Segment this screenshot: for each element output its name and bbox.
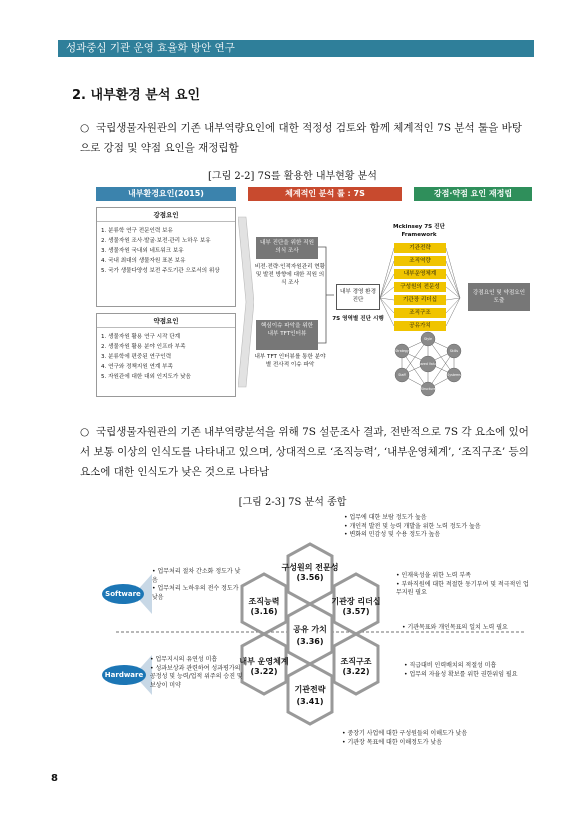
notes-software-left	[152, 568, 242, 602]
network-label: Skills	[449, 349, 459, 353]
center-sub: 7S 영역별 진단 시행	[332, 316, 384, 322]
bracket-icon	[318, 243, 334, 353]
hex-score: (3.57)	[342, 607, 370, 616]
note-item: • 중장기 사업에 대한 구성원들의 이해도가 낮음	[342, 730, 468, 737]
hex-score: (3.16)	[250, 607, 278, 616]
note-item: • 업무에 대한 보람 정도가 높음	[344, 514, 427, 521]
mckinsey-item: 기관전략	[394, 243, 446, 253]
notes-bottom	[342, 730, 530, 747]
circle-bullet-icon: ○	[80, 426, 90, 438]
network-label: Shared Values	[416, 362, 440, 366]
hex-strategy	[288, 664, 332, 724]
hex-score: (3.36)	[296, 637, 324, 646]
diag2-sub: 내부 TFT 인터뷰를 통한 분야별 전사적 이슈 파악	[254, 354, 326, 368]
figure-1	[96, 187, 532, 399]
hex-name: 내부 운영체계	[239, 657, 289, 666]
network-label: Strategy	[395, 349, 409, 353]
running-header: 성과중심 기관 운영 효율화 방안 연구	[58, 40, 534, 57]
note-item: • 부하직원에 대한 적절한 동기부여 및 적극적인 업무지원 필요	[396, 580, 529, 596]
hex-name: 기관전략	[294, 685, 326, 694]
notes-top	[344, 514, 524, 540]
software-label: Software	[102, 584, 144, 604]
note-item: • 업무지시의 유연성 미흡	[150, 656, 218, 663]
mckinsey-item: 조직구조	[394, 308, 446, 318]
figure-2-drawing	[96, 512, 532, 760]
weakness-box	[96, 313, 236, 397]
figure-2-caption: [그림 2-3] 7S 분석 종합	[238, 497, 347, 508]
strength-item: 4. 국내 최대의 생물자원 표본 보유	[101, 258, 186, 264]
note-item: • 기관장 목표에 대한 이해정도가 낮음	[342, 738, 443, 746]
note-item: • 성과보상과 관련하여 성과평가의 공정성 및 능력/업적 위주의 승진 및 보상이 미약	[150, 664, 243, 689]
result-box: 강점요인 및 약점요인 도출	[468, 283, 530, 311]
notes-leadership-right	[396, 572, 530, 598]
hex-score: (3.22)	[342, 667, 370, 676]
strength-item: 5. 국가 생물다양성 보전 주도기관 으로서의 위상	[101, 268, 220, 274]
hex-name: 공유 가치	[293, 625, 327, 634]
strength-box	[96, 207, 236, 307]
mckinsey-item: 구성원의 전문성	[394, 282, 446, 292]
hex-name: 기관장 리더십	[331, 597, 381, 606]
figure-1-header-tool: 체계적인 분석 툴 : 7S	[248, 187, 402, 201]
note-item: • 업무의 자율성 확보를 위한 권한위임 필요	[404, 670, 518, 678]
mckinsey-item: 조직역량	[394, 256, 446, 266]
weakness-item: 5. 자원관에 대한 대외 인지도가 낮음	[101, 374, 191, 380]
strength-item: 1. 분류학 연구 전문인력 보유	[101, 228, 173, 234]
note-item: • 개인적 발전 및 능력 개발을 위한 노력 정도가 높음	[344, 522, 481, 530]
notes-hardware-left	[150, 656, 244, 690]
hex-name: 구성원의 전문성	[281, 563, 339, 572]
hex-score: (3.22)	[250, 667, 278, 676]
weakness-item: 1. 생물자원 활용 연구 시작 단계	[101, 334, 181, 340]
paragraph-2-text: 국립생물자원관의 기존 내부역량분석을 위해 7S 설문조사 결과, 전반적으로 7S 각 요소에 있어서 보통 이상의 인식도를 나타내고 있으며, 상대적으로 ‘조직능력’, ‘내부운영체계’, ‘조직구조’ 등의 요소에 대한 인식도가 낮은 것으로 나타남	[80, 426, 529, 478]
figure-1-header-internal: 내부환경요인(2015)	[96, 187, 236, 201]
figure-2	[96, 512, 532, 760]
big-arrow-icon	[238, 207, 254, 397]
weakness-item: 3. 분류학에 편중된 연구인력	[101, 354, 172, 360]
hex-score: (3.56)	[296, 573, 324, 582]
hex-score: (3.41)	[296, 697, 324, 706]
hardware-label: Hardware	[102, 665, 146, 685]
notes-structure-right	[404, 662, 532, 679]
strength-item: 3. 생물자원 국내외 네트워크 보유	[101, 248, 184, 254]
network-label: Style	[423, 337, 433, 341]
strength-item: 2. 생물자원 조사·발굴·보전·관리 노하우 보유	[101, 238, 211, 244]
note-shared-values: • 기관목표와 개인목표의 일치 노력 필요	[402, 624, 508, 631]
network-label: Structure	[420, 387, 436, 391]
center-box: 내부 경영 환경 진단	[336, 284, 380, 310]
circle-bullet-icon: ○	[80, 122, 90, 134]
note-item: • 업무처리 노하우의 전수 정도가 낮음	[152, 585, 239, 601]
connector-lines-icon	[380, 243, 470, 339]
mckinsey-item: 공유가치	[394, 321, 446, 331]
paragraph-1-text: 국립생물자원관의 기존 내부역량요인에 대한 적정성 검토와 함께 체계적인 7S 분석 툴을 바탕으로 강점 및 약점 요인을 재정립함	[80, 122, 522, 154]
page-number: 8	[51, 773, 58, 784]
network-label: Systems	[447, 373, 461, 377]
paragraph-1	[80, 118, 530, 158]
mckinsey-item: 내부운영체계	[394, 269, 446, 279]
diag2-box: 핵심이슈 파악을 위한 내부 TFT인터뷰	[256, 320, 318, 350]
mckinsey-title: Mckinsey 7S 진단 Framework	[393, 224, 445, 238]
hex-name: 조직능력	[248, 597, 280, 606]
mckinsey-item: 기관장 리더십	[394, 295, 446, 305]
strength-box-title: 강점요인	[97, 210, 235, 222]
paragraph-2	[80, 422, 530, 482]
note-item: • 업무처리 절차 간소화 정도가 낮음	[152, 568, 241, 584]
section-title: 2. 내부환경 분석 요인	[72, 88, 201, 103]
network-label: Staff	[398, 373, 406, 377]
weakness-item: 4. 연구와 정책지원 연계 부족	[101, 364, 173, 370]
seven-s-network-icon	[388, 331, 468, 397]
hex-name: 조직구조	[340, 657, 372, 666]
weakness-box-title: 약점요인	[97, 316, 235, 328]
note-item: • 변화의 민감성 및 수용 정도가 높음	[344, 531, 441, 538]
weakness-item: 2. 생물자원 활용 분야 인프라 부족	[101, 344, 186, 350]
note-item: • 직급대비 인력배치의 적절성 미흡	[404, 662, 497, 669]
figure-1-caption: [그림 2-2] 7S를 활용한 내부현황 분석	[208, 171, 377, 182]
hex-shared-values	[288, 604, 332, 664]
note-item: • 인재육성을 위한 노력 부족	[396, 572, 471, 579]
figure-1-header-result: 강점·약점 요인 재정립	[414, 187, 532, 201]
diag1-sub: 비전·전략·인적자원관리 현황 및 발전 방향에 대한 직원 의식 조사	[254, 264, 326, 286]
diag1-box: 내부 진단을 위한 직원 의식 조사	[256, 237, 318, 259]
